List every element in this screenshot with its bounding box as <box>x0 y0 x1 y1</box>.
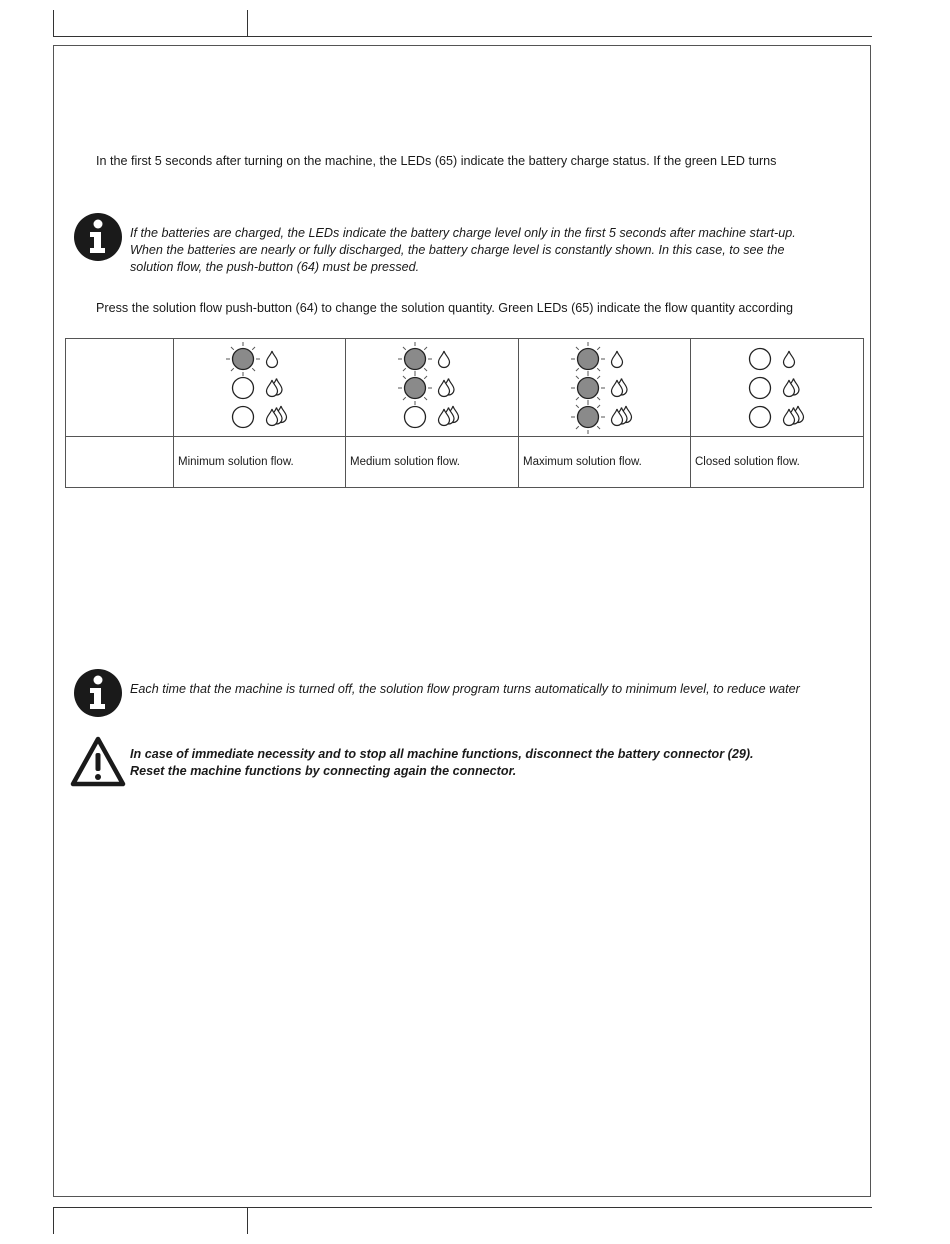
three-drops-icon <box>611 406 631 426</box>
led-cell-closed <box>691 339 864 437</box>
led-on <box>577 348 598 369</box>
led-indicator-minimum <box>220 342 300 434</box>
led-glow-ray <box>597 397 600 400</box>
led-glow-ray <box>230 368 233 371</box>
flow-intro-paragraph: Press the solution flow push-button (64) to change the solution quantity. Green LEDs (65) indicate the flow quantity according <box>96 301 794 315</box>
led-on <box>405 348 426 369</box>
led-off <box>232 406 253 427</box>
one-drop-icon <box>266 351 277 368</box>
note-line: If the batteries are charged, the LEDs indicate the battery charge level only in the first 5 seconds after machine start-up. <box>130 226 796 240</box>
led-glow-ray <box>252 346 255 349</box>
flow-label-minimum: Minimum solution flow. <box>174 437 346 488</box>
empty-cell <box>66 437 174 488</box>
intro-paragraph: In the first 5 seconds after turning on the machine, the LEDs (65) indicate the battery charge status. If the green LED turns <box>96 154 777 168</box>
three-drops-icon <box>266 406 286 426</box>
led-glow-ray <box>575 368 578 371</box>
led-row <box>66 339 864 437</box>
led-glow-ray <box>230 346 233 349</box>
note-line: Reset the machine functions by connecting again the connector. <box>130 764 517 778</box>
led-glow-ray <box>575 397 578 400</box>
led-glow-ray <box>575 346 578 349</box>
led-off <box>750 377 771 398</box>
led-indicator-medium <box>392 342 472 434</box>
led-glow-ray <box>575 404 578 407</box>
footer-rule <box>53 1207 872 1208</box>
two-drops-icon <box>784 378 800 396</box>
led-cell-minimum <box>174 339 346 437</box>
led-glow-ray <box>424 397 427 400</box>
led-off <box>405 406 426 427</box>
led-glow-ray <box>252 368 255 371</box>
led-glow-ray <box>597 404 600 407</box>
one-drop-icon <box>439 351 450 368</box>
led-off <box>750 348 771 369</box>
header-left-rule <box>53 10 54 37</box>
led-cell-maximum <box>519 339 691 437</box>
led-glow-ray <box>403 397 406 400</box>
page-frame <box>53 45 871 1197</box>
info-icon <box>73 668 123 718</box>
led-glow-ray <box>403 368 406 371</box>
led-off <box>750 406 771 427</box>
led-glow-ray <box>597 375 600 378</box>
warning-note-emergency <box>130 746 754 780</box>
footer-left-rule <box>53 1207 54 1234</box>
led-glow-ray <box>403 346 406 349</box>
two-drops-icon <box>439 378 455 396</box>
three-drops-icon <box>439 406 459 426</box>
flow-label-medium: Medium solution flow. <box>346 437 519 488</box>
header-rule <box>53 36 872 37</box>
three-drops-icon <box>784 406 804 426</box>
led-glow-ray <box>424 368 427 371</box>
empty-cell <box>66 339 174 437</box>
led-glow-ray <box>424 346 427 349</box>
led-on <box>405 377 426 398</box>
led-glow-ray <box>403 375 406 378</box>
led-glow-ray <box>575 426 578 429</box>
one-drop-icon <box>611 351 622 368</box>
two-drops-icon <box>266 378 282 396</box>
led-indicator-maximum <box>565 342 645 434</box>
two-drops-icon <box>611 378 627 396</box>
flow-label-maximum: Maximum solution flow. <box>519 437 691 488</box>
led-glow-ray <box>597 426 600 429</box>
led-glow-ray <box>597 368 600 371</box>
led-off <box>232 377 253 398</box>
led-indicator-closed <box>737 342 817 434</box>
header-divider-rule <box>247 10 248 37</box>
note-line: When the batteries are nearly or fully discharged, the battery charge level is constantly shown. In this case, to see the <box>130 243 785 257</box>
solution-flow-table <box>65 338 864 488</box>
note-line: solution flow, the push-button (64) must be pressed. <box>130 260 420 274</box>
info-icon <box>73 212 123 262</box>
led-glow-ray <box>575 375 578 378</box>
led-cell-medium <box>346 339 519 437</box>
info-note-battery <box>130 225 796 276</box>
footer-divider-rule <box>247 1207 248 1234</box>
led-glow-ray <box>597 346 600 349</box>
led-on <box>577 406 598 427</box>
led-glow-ray <box>424 375 427 378</box>
note-line: Each time that the machine is turned off, the solution flow program turns automatically to minimum level, to reduce water <box>130 682 800 696</box>
note-line: In case of immediate necessity and to stop all machine functions, disconnect the battery connector (29). <box>130 747 754 761</box>
warning-icon <box>70 736 126 788</box>
led-on <box>232 348 253 369</box>
one-drop-icon <box>784 351 795 368</box>
led-on <box>577 377 598 398</box>
info-note-shutdown <box>130 681 800 698</box>
label-row <box>66 437 864 488</box>
flow-label-closed: Closed solution flow. <box>691 437 864 488</box>
